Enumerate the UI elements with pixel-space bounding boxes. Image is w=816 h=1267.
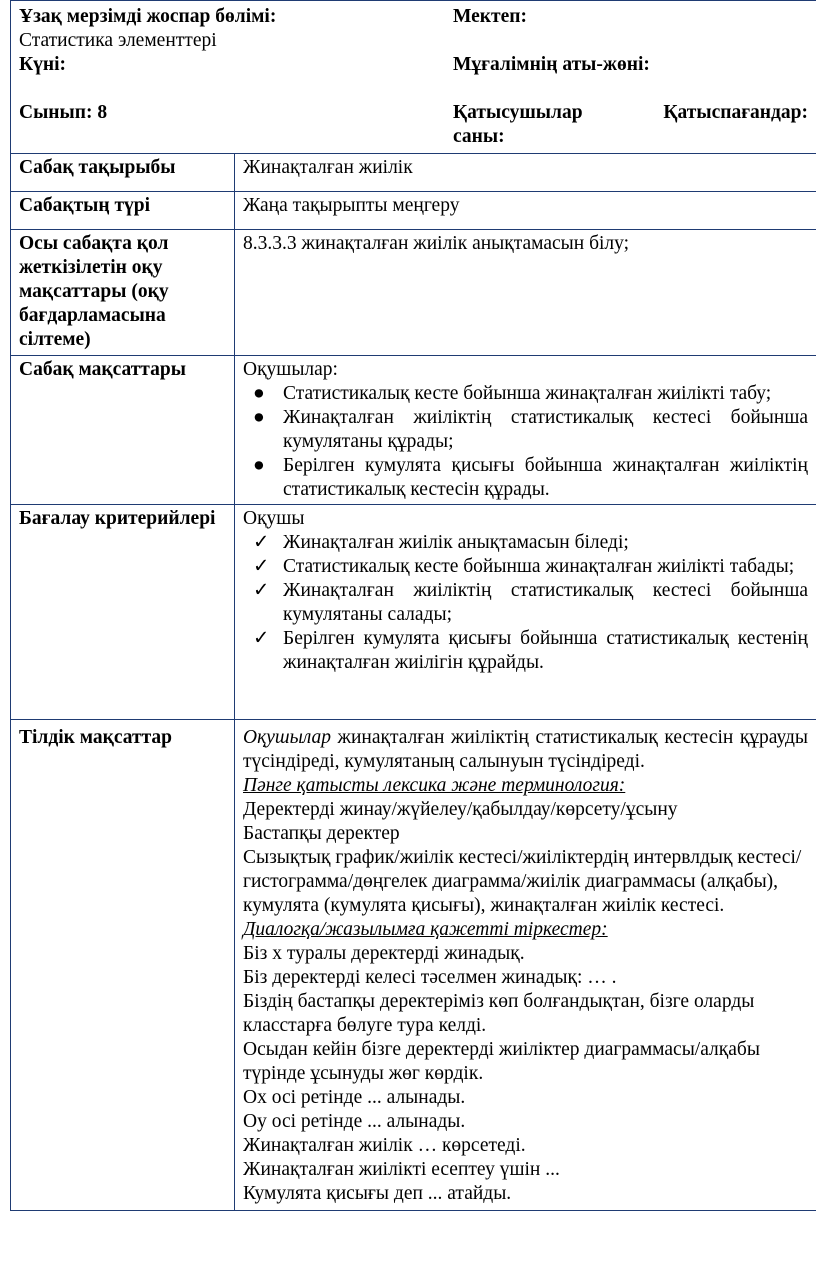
list-item: ✓ Берілген кумулята қисығы бойынша статистикалық кестенің жинақталған жиілігін құрайды. <box>253 628 808 673</box>
type-row <box>11 192 816 230</box>
language-cell <box>235 720 816 1211</box>
list-item: ● Статистикалық кесте бойынша жинақталған жиілікті табу; <box>253 383 772 404</box>
objectives-row <box>11 230 816 356</box>
absent-label: Қатыспағандар: <box>663 102 808 123</box>
language-label: Тілдік мақсаттар <box>11 720 235 1211</box>
checkmark-icon: ✓ <box>253 532 270 553</box>
list-item: ✓ Статистикалық кесте бойынша жинақталған жиілікті табады; <box>253 556 795 577</box>
list-item: ● Берілген кумулята қисығы бойынша жинақталған жиіліктің статистикалық кестесін құрады. <box>253 455 808 500</box>
topic-value: Жинақталған жиілік <box>235 154 816 192</box>
dialog-heading: Диалогқа/жазылымға қажетті тіркестер: <box>243 919 608 940</box>
topic-label: Сабақ тақырыбы <box>11 154 235 192</box>
present-label: Қатысушылар саны: <box>453 102 583 147</box>
dialog-line: Осыдан кейін бізге деректерді жиіліктер диаграммасы/алқабы түрінде ұсынуды жөг көрдік. <box>243 1039 760 1084</box>
lesson-plan-table <box>10 0 816 1211</box>
class-label: Сынып: 8 <box>19 102 108 123</box>
dialog-line: Біз х туралы деректерді жинадық. <box>243 943 525 964</box>
long-term-value: Статистика элементтері <box>19 30 217 51</box>
bullet-icon: ● <box>253 455 265 476</box>
dialog-line: Біздің бастапқы деректеріміз көп болғандықтан, бізге оларды класстарға бөлуге тура келді. <box>243 991 755 1036</box>
topic-row <box>11 154 816 192</box>
criteria-list <box>243 531 808 675</box>
language-row <box>11 720 816 1211</box>
vocab-heading: Пәнге қатысты лексика және терминология: <box>243 775 626 796</box>
vocab-line: Деректерді жинау/жүйелеу/қабылдау/көрсету/ұсыну <box>243 799 678 820</box>
vocab-line: Сызықтық график/жиілік кестесі/жиіліктердің интервлдық кестесі/гистограмма/дөңгелек диаграмма/жиілік диаграммасы (алқабы), кумулята (кумулята қисығы), жинақталған жиілік кестесі. <box>243 847 802 916</box>
criteria-row <box>11 505 816 720</box>
header-left <box>19 5 453 149</box>
objectives-label: Осы сабақта қол жеткізілетін оқу мақсаттары (оқу бағдарламасына сілтеме) <box>11 230 235 356</box>
checkmark-icon: ✓ <box>253 628 270 649</box>
dialog-line: Кумулята қисығы деп ... атайды. <box>243 1183 512 1204</box>
language-intro: Оқушылар жинақталған жиіліктің статистикалық кестесін құрауды түсіндіреді, кумулятаның салынуын түсіндіреді. <box>243 727 808 772</box>
checkmark-icon: ✓ <box>253 556 270 577</box>
goals-row <box>11 356 816 505</box>
vocab-line: Бастапқы деректер <box>243 823 400 844</box>
lesson-plan-page <box>10 0 816 1211</box>
dialog-line: Біз деректерді келесі тәселмен жинадық: … . <box>243 967 617 988</box>
criteria-label: Бағалау критерийлері <box>11 505 235 720</box>
goals-intro: Оқушылар: <box>243 359 338 380</box>
objectives-value: 8.3.3.3 жинақталған жиілік анықтамасын білу; <box>235 230 816 356</box>
header-right <box>453 5 808 149</box>
criteria-intro: Оқушы <box>243 508 305 529</box>
criteria-cell <box>235 505 816 720</box>
bullet-icon: ● <box>253 383 265 404</box>
dialog-line: Жинақталған жиілік … көрсетеді. <box>243 1135 526 1156</box>
header-row <box>11 1 816 154</box>
long-term-label: Ұзақ мерзімді жоспар бөлімі: <box>19 6 277 27</box>
list-item: ✓ Жинақталған жиілік анықтамасын біледі; <box>253 532 629 553</box>
goals-cell <box>235 356 816 505</box>
school-label: Мектеп: <box>453 6 528 27</box>
list-item: ● Жинақталған жиіліктің статистикалық кестесі бойынша кумулятаны құрады; <box>253 407 808 452</box>
type-label: Сабақтың түрі <box>11 192 235 230</box>
dialog-line: Жинақталған жиілікті есептеу үшін ... <box>243 1159 560 1180</box>
dialog-line: Ох осі ретінде ... алынады. <box>243 1087 466 1108</box>
goals-label: Сабақ мақсаттары <box>11 356 235 505</box>
date-label: Күні: <box>19 54 67 75</box>
goals-list <box>243 382 808 502</box>
checkmark-icon: ✓ <box>253 580 270 601</box>
list-item: ✓ Жинақталған жиіліктің статистикалық кестесі бойынша кумулятаны салады; <box>253 580 808 625</box>
type-value: Жаңа тақырыпты меңгеру <box>235 192 816 230</box>
dialog-line: Оу осі ретінде ... алынады. <box>243 1111 466 1132</box>
teacher-label: Мұғалімнің аты-жөні: <box>453 54 650 75</box>
bullet-icon: ● <box>253 407 265 428</box>
